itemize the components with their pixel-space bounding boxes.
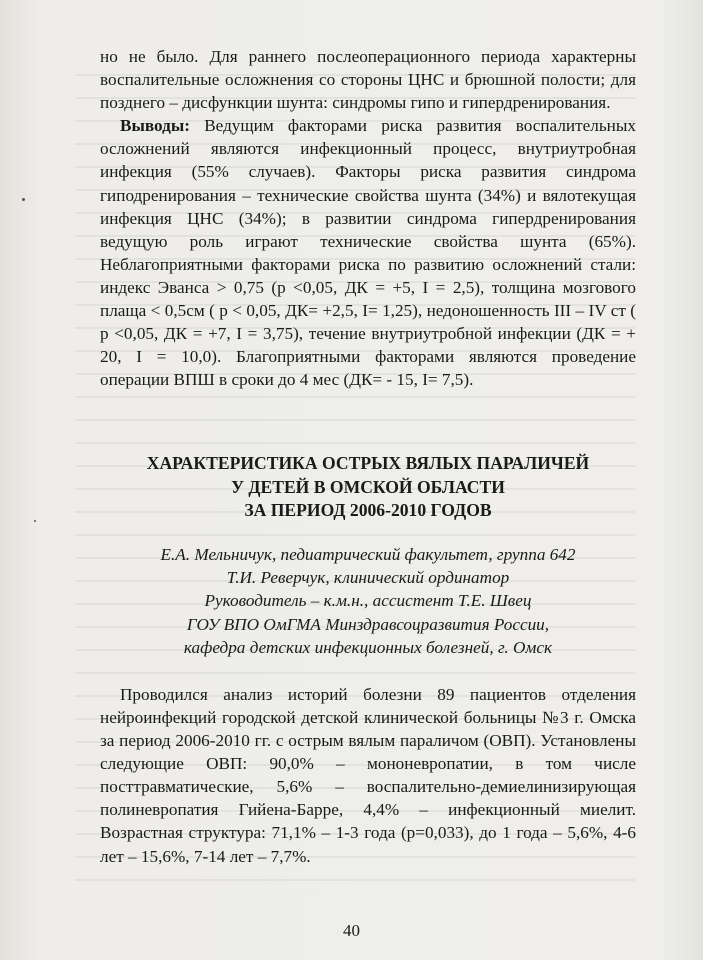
conclusions-text: Ведущим факторами риска развития воспалительных осложнений являются инфекционный процесс, внутриутробная инфекция (55% случаев). Факторы риска развития синдрома гиподренирования – технические свойства шунта (34%) и вялотекущая инфекция ЦНС (34%); в развитии синдрома гипердренирования ведущую роль играют технические свойства шунта (65%). Неблагоприятными факторами риска по развитию осложнений стали: индекс Эванса > 0,75 (р <0,05, ДК = +5, I = 2,5), толщина мозгового плаща < 0,5см ( р < 0,05, ДК= +2,5, I= 1,25), недоношенность III – IV ст ( р <0,05, ДК = +7, I = 3,75), течение внутриутробной инфекции (ДК = + 20, I = 10,0). Благоприятными факторами являются проведение операции ВПШ в сроки до 4 мес (ДК= - 15, I= 7,5). xyxy=(100,116,636,390)
title-line: ХАРАКТЕРИСТИКА ОСТРЫХ ВЯЛЫХ ПАРАЛИЧЕЙ xyxy=(146,453,590,474)
department-line: кафедра детских инфекционных болезней, г. Омск xyxy=(183,637,553,657)
speck xyxy=(22,198,25,201)
title-line: У ДЕТЕЙ В ОМСКОЙ ОБЛАСТИ xyxy=(231,476,505,497)
author-line: Т.И. Реверчук, клинический ординатор xyxy=(226,568,510,588)
text-column xyxy=(100,45,636,868)
article-body: Проводился анализ историй болезни 89 пациентов отделения нейроинфекций городской детской клинической больницы №3 г. Омска за период 2006-2010 гг. с острым вялым параличом (ОВП). Установлены следующие ОВП: 90,0% – мононевропатии, в том числе посттравматические, 5,6% – воспалительно-демиелинизирующая полиневропатия Гийена-Барре, 4,4% – инфекционный миелит. Возрастная структура: 71,1% – 1-3 года (р=0,033), до 1 года – 5,6%, 4-6 лет – 15,6%, 7-14 лет – 7,7%. xyxy=(100,684,636,866)
institution-line: ГОУ ВПО ОмГМА Минздравсоцразвития России, xyxy=(186,614,550,634)
conclusions-paragraph xyxy=(100,114,636,391)
conclusions-label: Выводы: xyxy=(120,116,190,136)
supervisor-line: Руководитель – к.м.н., ассистент Т.Е. Швец xyxy=(204,591,532,611)
intro-paragraph: но не было. Для раннего послеоперационного периода характерны воспалительные осложнения со стороны ЦНС и брюшной полости; для позднего – дисфункции шунта: синдромы гипо и гипердренирования. xyxy=(100,47,636,113)
page-number: 40 xyxy=(343,921,360,940)
author-block xyxy=(100,543,636,659)
article-title xyxy=(100,452,636,523)
speck xyxy=(34,520,36,522)
title-line: ЗА ПЕРИОД 2006-2010 ГОДОВ xyxy=(244,500,492,521)
author-line: Е.А. Мельничук, педиатрический факультет, группа 642 xyxy=(160,544,576,564)
